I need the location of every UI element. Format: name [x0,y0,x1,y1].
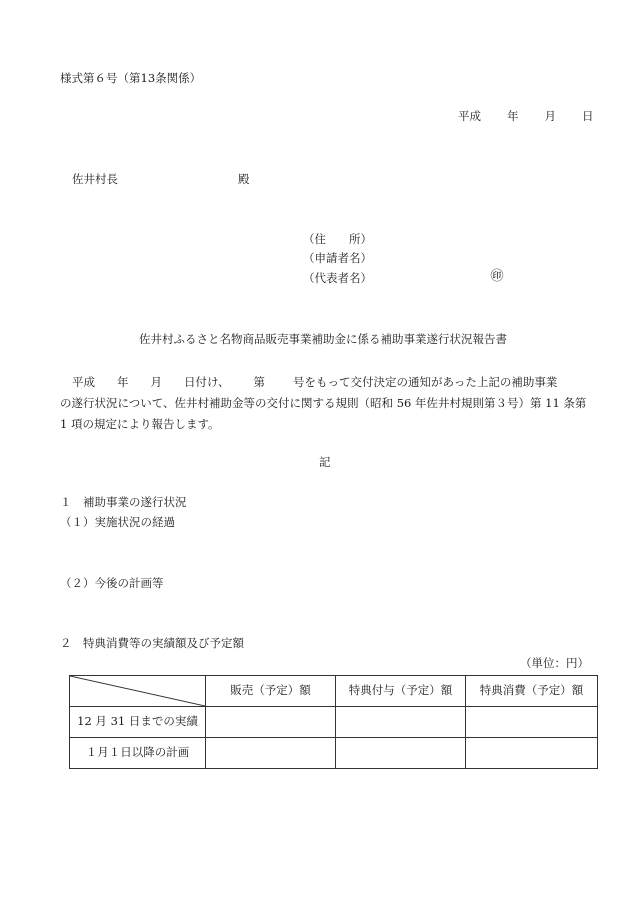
section-1-sub-2: （２）今後の計画等 [60,576,164,590]
applicant-name-label: （申請者名） [303,251,372,265]
table-row [70,738,598,769]
date-month: 月 [544,109,556,123]
table-row [70,707,598,738]
applicant-representative-label: （代表者名） [303,271,372,285]
column-header: 特典消費（予定）額 [466,676,598,707]
addressee-honorific: 殿 [238,172,250,186]
unit-label: （単位：円） [520,656,589,670]
body-line-1 [60,377,600,398]
table-header-row [70,676,598,707]
date-year: 年 [507,109,519,123]
table-cell [206,738,336,769]
table-cell [206,707,336,738]
section-2-heading: ２ 特典消費等の実績額及び予定額 [60,636,244,650]
diagonal-line [70,676,205,706]
column-header: 特典付与（予定）額 [336,676,466,707]
row-label: １月１日以降の計画 [70,738,206,769]
form-number: 様式第６号（第13条関係） [60,71,202,85]
section-1-heading: １ 補助事業の遂行状況 [60,495,187,509]
date-line [458,111,594,123]
addressee-name: 佐井村長 [72,172,118,186]
body-date-suffix: 日付け、 [184,375,230,389]
date-era: 平成 [458,109,481,123]
body-number-prefix: 第 [253,375,266,389]
body-line-1-rest: 号をもって交付決定の通知があった上記の補助事業 [293,375,558,389]
body-line-2: の遂行状況について、佐井村補助金等の交付に関する規則（昭和 56 年佐井村規則第３号）第 11 条第 [60,396,587,410]
table-cell [336,738,466,769]
body-line-3: 1 項の規定により報告します。 [60,417,220,431]
table-cell [466,707,598,738]
document-title: 佐井村ふるさと名物商品販売事業補助金に係る補助事業遂行状況報告書 [139,332,507,346]
seal-icon: ㊞ [490,269,504,284]
report-table [69,675,598,769]
body-month: 月 [150,375,162,389]
report-body [60,377,600,440]
applicant-address-label: （住 所） [303,232,372,246]
ki-marker: 記 [319,455,331,469]
table-cell [336,707,466,738]
section-1-sub-1: （１）実施状況の経過 [60,515,175,529]
table-cell [466,738,598,769]
date-day: 日 [582,109,594,123]
body-year: 年 [117,375,129,389]
row-label: 12 月 31 日までの実績 [70,707,206,738]
body-era: 平成 [72,375,95,389]
column-header: 販売（予定）額 [206,676,336,707]
diagonal-header-cell [70,676,206,707]
